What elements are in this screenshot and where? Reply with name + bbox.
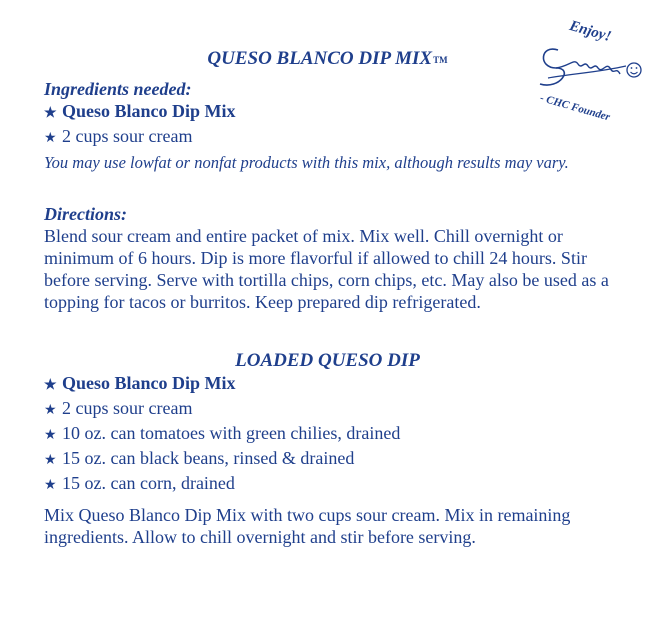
star-icon: ★ (44, 453, 57, 468)
ingredients-heading: Ingredients needed: (44, 79, 192, 99)
loaded-heading: LOADED QUESO DIP (235, 350, 420, 371)
loaded-item-text: 15 oz. can black beans, rinsed & drained (62, 448, 355, 468)
ingredient-item (44, 125, 634, 150)
star-icon: ★ (44, 478, 57, 493)
loaded-instructions-text: Mix Queso Blanco Dip Mix with two cups sour cream. Mix in remaining ingredients. Allow to chill overnight and stir before serving. (44, 505, 571, 547)
star-icon: ★ (44, 131, 57, 146)
loaded-ingredients-list (44, 372, 634, 497)
loaded-item-text: 2 cups sour cream (62, 398, 193, 418)
loaded-item (44, 447, 634, 472)
enjoy-text: Enjoy! (567, 18, 613, 46)
directions-text: Blend sour cream and entire packet of mix. Mix well. Chill overnight or minimum of 6 hours. Dip is more flavorful if allowed to chill 24 hours. Stir before serving. Serve with tortilla chips, corn chips, etc. May also be used as a topping for tacos or burritos. Keep prepared dip refrigerated. (44, 226, 609, 312)
ingredient-text: 2 cups sour cream (62, 126, 193, 146)
trademark-mark: TM (433, 55, 448, 65)
loaded-item (44, 422, 634, 447)
loaded-item (44, 372, 634, 397)
loaded-item (44, 397, 634, 422)
lowfat-note (44, 152, 604, 174)
ingredient-item (44, 100, 634, 125)
loaded-item-text: Queso Blanco Dip Mix (62, 373, 236, 393)
loaded-item (44, 472, 634, 497)
smiley-icon (627, 63, 641, 77)
star-icon: ★ (44, 428, 57, 443)
star-icon: ★ (44, 403, 57, 418)
note-text: You may use lowfat or nonfat products with this mix, although results may vary. (44, 153, 569, 172)
directions-section (44, 203, 624, 313)
founder-caption: - CHC Founder (538, 92, 612, 124)
title-text: QUESO BLANCO DIP MIX (207, 48, 433, 69)
loaded-instructions (44, 504, 584, 548)
loaded-item-text: 10 oz. can tomatoes with green chilies, drained (62, 423, 401, 443)
loaded-item-text: 15 oz. can corn, drained (62, 473, 235, 493)
ingredient-text: Queso Blanco Dip Mix (62, 101, 236, 121)
star-icon: ★ (44, 106, 57, 121)
ingredients-section (44, 78, 634, 150)
directions-heading: Directions: (44, 204, 127, 224)
star-icon: ★ (44, 378, 57, 393)
